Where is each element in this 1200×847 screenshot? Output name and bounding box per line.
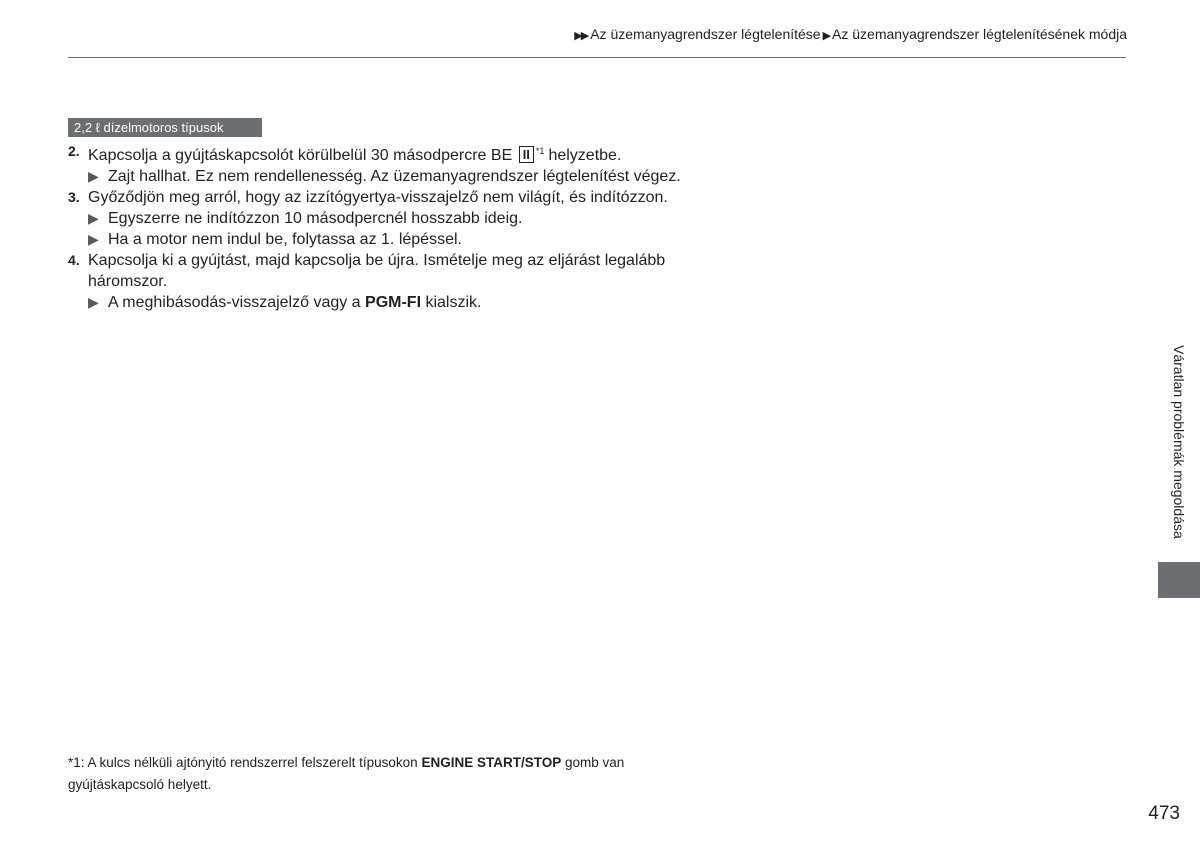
step-item xyxy=(68,187,708,208)
breadcrumb-item-2[interactable]: Az üzemanyagrendszer légtelenítésének módja xyxy=(832,26,1127,42)
chapter-side-label: Váratlan problémák megoldása xyxy=(1171,345,1187,539)
arrow-icon: ▶ xyxy=(822,30,830,42)
sub-item xyxy=(88,229,708,250)
step-number: 2. xyxy=(68,143,80,159)
step-text-end: helyzetbe. xyxy=(548,147,622,164)
ignition-position-icon: II xyxy=(519,146,534,163)
footnote-bold: ENGINE START/STOP xyxy=(421,755,562,770)
sub-text: Egyszerre ne indítózzon 10 másodpercnél hosszabb ideig. xyxy=(108,210,523,227)
chapter-tab[interactable] xyxy=(1158,562,1200,598)
step-item xyxy=(68,250,708,292)
step-number: 4. xyxy=(68,252,80,268)
footnote-text: *1: A kulcs nélküli ajtónyitó rendszerrel felszerelt típusokon xyxy=(68,755,422,770)
triangle-right-icon: ▶ xyxy=(88,294,99,310)
step-sub-container xyxy=(68,292,708,313)
step-sub-container xyxy=(68,166,708,187)
step-item xyxy=(68,141,708,166)
breadcrumb xyxy=(574,26,1127,42)
section-tag: 2,2 ℓ dízelmotoros típusok xyxy=(68,118,262,137)
sub-item xyxy=(88,208,708,229)
breadcrumb-item-1[interactable]: Az üzemanyagrendszer légtelenítése xyxy=(590,26,821,42)
sub-text: Ha a motor nem indul be, folytassa az 1. lépéssel. xyxy=(108,231,462,248)
sub-text: Zajt hallhat. Ez nem rendellenesség. Az üzemanyagrendszer légtelenítést végez. xyxy=(108,168,681,185)
sub-text: A meghibásodás-visszajelző vagy a xyxy=(108,294,366,311)
footnote xyxy=(68,752,688,796)
triangle-right-icon: ▶ xyxy=(88,210,99,226)
page-number: 473 xyxy=(1148,803,1180,824)
triangle-right-icon: ▶ xyxy=(88,168,99,184)
sub-text-end: kialszik. xyxy=(421,294,482,311)
step-number: 3. xyxy=(68,189,80,205)
triangle-right-icon: ▶ xyxy=(88,231,99,247)
step-sub-container xyxy=(68,208,708,250)
header-divider xyxy=(68,57,1126,58)
sub-item xyxy=(88,292,708,313)
footnote-ref[interactable]: *1 xyxy=(535,146,545,156)
footnote-text-end: gomb van gyújtáskapcsoló helyett. xyxy=(68,755,625,792)
pgm-fi-label: PGM-FI xyxy=(365,294,422,311)
sub-item xyxy=(88,166,708,187)
step-list xyxy=(68,141,708,313)
step-text: Kapcsolja ki a gyújtást, majd kapcsolja be újra. Ismételje meg az eljárást legalább háromszor. xyxy=(88,252,666,290)
step-text: Kapcsolja a gyújtáskapcsolót körülbelül 30 másodpercre BE xyxy=(88,147,517,164)
double-arrow-icon: ▶▶ xyxy=(574,30,588,42)
step-text: Győződjön meg arról, hogy az izzítógyertya-visszajelző nem világít, és indítózzon. xyxy=(88,189,668,206)
